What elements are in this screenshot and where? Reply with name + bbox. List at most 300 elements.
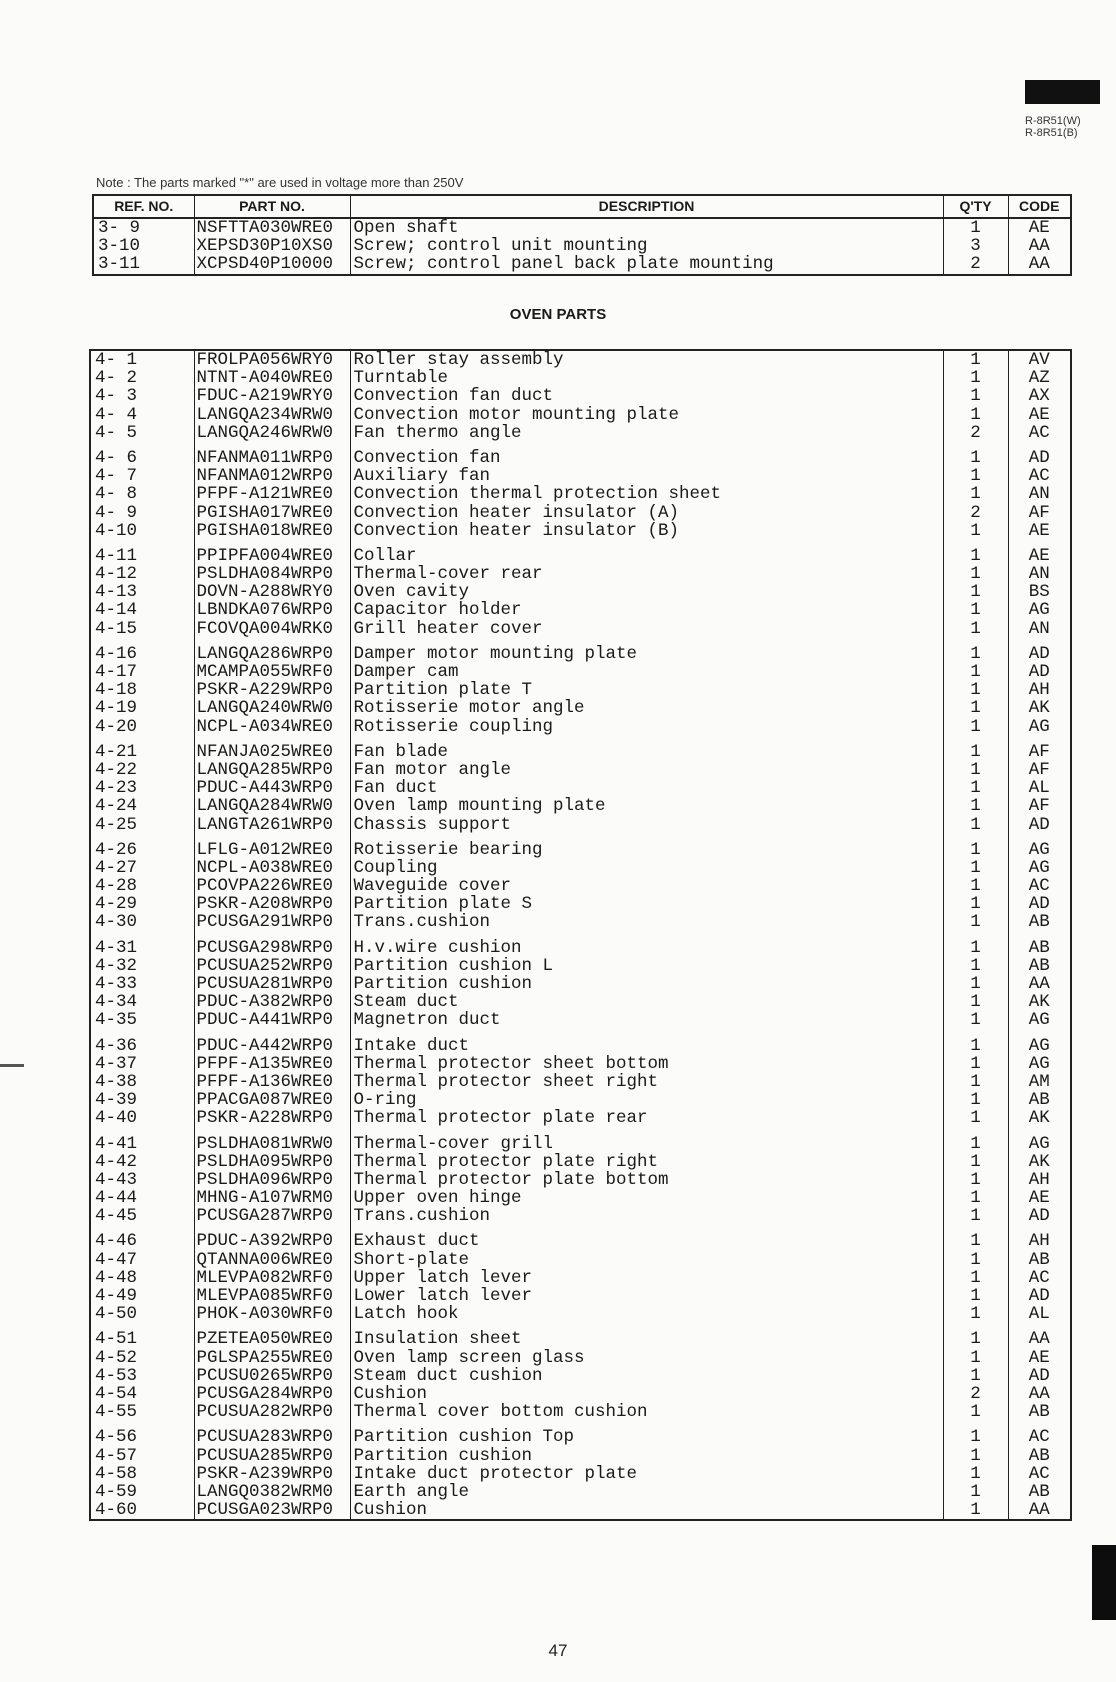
spacer-cell [350,1421,943,1428]
ref-no-cell [90,547,194,638]
description: Thermal-cover rear [353,564,543,585]
quantity: 1 [970,742,981,762]
description-cell [350,350,943,442]
spacer-cell [350,442,943,449]
part-no: PGISHA017WRE0 [196,502,334,523]
group-spacer [90,1323,1071,1330]
part-no: LANGQA284WRW0 [196,796,334,817]
price-code: AH [1028,1232,1050,1252]
price-code: AN [1028,618,1050,638]
price-code-cell [1008,547,1071,638]
description-cell [350,841,943,932]
section-title: OVEN PARTS [509,306,607,323]
part-no: NTNT-A040WRE0 [196,368,334,389]
price-code: AL [1028,1304,1050,1324]
price-code-cell [1008,841,1071,932]
description: Rotisserie bearing [353,840,543,860]
quantity: 1 [970,1232,981,1252]
spacer-cell [350,1323,943,1330]
spacer-cell [943,1030,1008,1037]
spacer-cell [194,932,350,939]
ref-no: 4-59 [95,1481,138,1502]
description: Fan motor angle [353,759,512,780]
quantity: 1 [970,1206,981,1226]
spacer-cell [943,638,1008,645]
ref-no: 4-44 [95,1188,138,1209]
description: Grill heater cover [353,618,543,638]
price-code: AF [1028,502,1050,523]
price-code: AB [1028,1402,1050,1422]
quantity: 1 [970,1330,981,1350]
price-code-cell [1008,1428,1071,1520]
group-spacer [90,736,1071,743]
group-spacer [90,638,1071,645]
spacer-cell [943,932,1008,939]
part-no: LANGQA286WRP0 [196,644,334,664]
spacer-cell [194,442,350,449]
price-code: AB [1028,938,1050,958]
part-no: LANGQA234WRW0 [196,404,334,425]
ref-no: 4-25 [95,814,138,834]
price-code: AA [1028,254,1050,275]
spacer-cell [350,932,943,939]
quantity: 1 [970,618,981,638]
description: Steam duct [353,992,459,1013]
ref-no-cell [90,1428,194,1520]
description: Partition cushion [353,1445,533,1466]
spacer-cell [90,1225,194,1232]
description: Earth angle [353,1481,470,1502]
quantity: 1 [970,955,981,976]
header-part: PART NO. [194,195,350,218]
price-code: AG [1028,1036,1050,1056]
part-no: PCUSGA287WRP0 [196,1206,334,1226]
spacer-cell [194,1323,350,1330]
description: Upper oven hinge [353,1188,522,1209]
description: Turntable [353,368,449,389]
parts-group-row [90,1330,1071,1421]
spacer-cell [1008,834,1071,841]
part-no: PDUC-A443WRP0 [196,778,334,799]
ref-no: 4- 6 [95,448,138,468]
spacer-cell [943,1323,1008,1330]
part-no: MLEVPA085WRF0 [196,1286,334,1306]
description: Cushion [353,1500,428,1521]
group-spacer [90,834,1071,841]
ref-no: 4-24 [95,796,138,817]
header-description: DESCRIPTION [350,195,943,218]
part-no: PCUSUA283WRP0 [196,1428,334,1448]
quantity: 1 [970,1500,981,1521]
quantity: 1 [970,1071,981,1092]
description: Partition cushion [353,974,533,994]
price-code: AF [1028,742,1050,762]
ref-no: 4-31 [95,938,138,958]
group-spacer [90,442,1071,449]
ref-no: 4-12 [95,564,138,585]
parts-group-row [93,218,1071,275]
quantity: 1 [970,938,981,958]
part-no: MCAMPA055WRF0 [196,662,334,682]
ref-no: 4-57 [95,1445,138,1466]
quantity: 1 [970,1286,981,1306]
price-code: AD [1028,448,1050,468]
description: Oven cavity [353,582,470,603]
part-no: PCUSGA298WRP0 [196,938,334,958]
description: Steam duct cushion [353,1365,543,1386]
price-code: AE [1028,1347,1050,1368]
price-code: AF [1028,759,1050,780]
part-no-cell [194,218,350,275]
spacer-cell [1008,540,1071,547]
part-no: PDUC-A392WRP0 [196,1232,334,1252]
ref-no: 4-18 [95,680,138,701]
ref-no: 4-39 [95,1090,138,1111]
spacer-cell [943,1128,1008,1135]
quantity: 1 [970,644,981,664]
description: Trans.cushion [353,1206,491,1226]
ref-no: 4-48 [95,1267,138,1288]
part-no: PSLDHA095WRP0 [196,1151,334,1172]
spacer-cell [1008,442,1071,449]
table-header-row [93,195,1071,218]
header-qty: Q'TY [943,195,1008,218]
price-code: AC [1028,1463,1050,1484]
spacer-cell [90,442,194,449]
part-no: FROLPA056WRY0 [196,350,334,370]
price-code: AB [1028,1445,1050,1466]
ref-no: 4- 5 [95,422,138,442]
ref-no: 4-21 [95,742,138,762]
ref-no: 4-56 [95,1428,138,1448]
price-code: AE [1028,546,1050,566]
price-code: AD [1028,644,1050,664]
part-no: PSKR-A228WRP0 [196,1108,334,1128]
part-no: NFANMA011WRP0 [196,448,334,468]
part-no: PSLDHA096WRP0 [196,1169,334,1190]
part-no: FDUC-A219WRY0 [196,386,334,407]
ref-no: 4- 3 [95,386,138,407]
price-code: AA [1028,1383,1050,1404]
price-code: AD [1028,662,1050,682]
part-no: LANGQA285WRP0 [196,759,334,780]
quantity: 1 [970,1134,981,1154]
description-cell [350,1232,943,1323]
price-code: AA [1028,236,1050,257]
price-code: AG [1028,857,1050,878]
quantity: 1 [970,1036,981,1056]
group-spacer [90,540,1071,547]
ref-no: 4- 9 [95,502,138,523]
price-code-cell [1008,1037,1071,1128]
part-no: FCOVQA004WRK0 [196,618,334,638]
ref-no: 4-36 [95,1036,138,1056]
description-cell [350,1135,943,1226]
part-no: PCUSUA281WRP0 [196,974,334,994]
quantity: 1 [970,520,981,540]
description: Rotisserie coupling [353,716,554,736]
quantity: 1 [970,1365,981,1386]
ref-no-cell [90,350,194,442]
part-no: PCUSGA284WRP0 [196,1383,334,1404]
description-cell [350,547,943,638]
ref-no: 4-49 [95,1286,138,1306]
parts-group-row [90,1135,1071,1226]
quantity: 1 [970,600,981,621]
part-no-cell [194,547,350,638]
quantity-cell [943,449,1008,540]
description: Thermal protector plate right [353,1151,659,1172]
quantity: 2 [970,502,981,523]
quantity-cell [943,1135,1008,1226]
description: Short-plate [353,1249,470,1270]
price-code: AE [1028,218,1050,238]
spacer-cell [1008,638,1071,645]
part-no: PFPF-A135WRE0 [196,1053,334,1074]
price-code: AC [1028,422,1050,442]
ref-no: 4-45 [95,1206,138,1226]
model-number: R-8R51(B) [1025,127,1078,139]
ref-no: 4-38 [95,1071,138,1092]
description-cell [350,218,943,275]
description-cell [350,645,943,736]
part-no-cell [194,1232,350,1323]
description: Fan blade [353,742,449,762]
quantity-cell [943,743,1008,834]
spacer-cell [194,1030,350,1037]
quantity: 1 [970,698,981,719]
quantity-cell [943,1232,1008,1323]
ref-no: 4-10 [95,520,138,540]
part-no: QTANNA006WRE0 [196,1249,334,1270]
ref-no: 4- 1 [95,350,138,370]
ref-no: 4-54 [95,1383,138,1404]
quantity: 1 [970,1347,981,1368]
quantity: 1 [970,484,981,505]
description: Cushion [353,1383,428,1404]
description: Magnetron duct [353,1010,501,1030]
parts-group-row [90,1232,1071,1323]
quantity-cell [943,841,1008,932]
parts-group-row [90,743,1071,834]
description: Thermal cover bottom cushion [353,1402,648,1422]
ref-no: 4-27 [95,857,138,878]
spacer-cell [194,736,350,743]
quantity: 1 [970,1267,981,1288]
quantity: 1 [970,1053,981,1074]
quantity: 1 [970,1151,981,1172]
price-code: AK [1028,698,1050,719]
price-code: AH [1028,680,1050,701]
side-black-tab [1092,1545,1116,1620]
ref-no: 4-23 [95,778,138,799]
ref-no: 4-20 [95,716,138,736]
ref-no-cell [90,449,194,540]
part-no: PGISHA018WRE0 [196,520,334,540]
quantity: 1 [970,1169,981,1190]
description: Damper motor mounting plate [353,644,638,664]
ref-no: 3- 9 [98,218,141,238]
price-code-cell [1008,350,1071,442]
quantity: 1 [970,1481,981,1502]
ref-no-cell [90,1232,194,1323]
part-no: PZETEA050WRE0 [196,1330,334,1350]
description-cell [350,743,943,834]
spacer-cell [194,834,350,841]
price-code-cell [1008,1135,1071,1226]
ref-no: 4-35 [95,1010,138,1030]
description: O-ring [353,1090,417,1111]
ref-no: 4-33 [95,974,138,994]
spacer-cell [90,1421,194,1428]
quantity: 1 [970,1463,981,1484]
quantity: 1 [970,876,981,897]
part-no: PCUSUA252WRP0 [196,955,334,976]
price-code: AK [1028,1108,1050,1128]
part-no: LANGQA246WRW0 [196,422,334,442]
part-no: XEPSD30P10XS0 [196,236,334,257]
price-code-cell [1008,1330,1071,1421]
price-code: AH [1028,1169,1050,1190]
description: Thermal protector sheet bottom [353,1053,669,1074]
spacer-cell [194,540,350,547]
price-code: AD [1028,814,1050,834]
control-parts-table [92,194,1072,276]
ref-no: 4- 7 [95,466,138,487]
spacer-cell [90,1323,194,1330]
quantity: 1 [970,912,981,932]
ref-no-cell [90,939,194,1030]
part-no: LANGQA240WRW0 [196,698,334,719]
part-no: PFPF-A136WRE0 [196,1071,334,1092]
description: H.v.wire cushion [353,938,522,958]
ref-no: 4-32 [95,955,138,976]
quantity: 1 [970,1090,981,1111]
price-code: AB [1028,1090,1050,1111]
ref-no: 4-58 [95,1463,138,1484]
description: Fan thermo angle [353,422,522,442]
quantity: 1 [970,1249,981,1270]
quantity: 1 [970,1188,981,1209]
price-code-cell [1008,645,1071,736]
quantity: 1 [970,857,981,878]
price-code: AV [1028,350,1050,370]
spacer-cell [90,932,194,939]
price-code: AC [1028,1428,1050,1448]
price-code: AG [1028,1010,1050,1030]
part-no: PDUC-A382WRP0 [196,992,334,1013]
quantity-cell [943,1037,1008,1128]
ref-no-cell [90,841,194,932]
quantity: 1 [970,1304,981,1324]
spacer-cell [943,736,1008,743]
description: Lower latch lever [353,1286,533,1306]
part-no: MLEVPA082WRF0 [196,1267,334,1288]
price-code: AB [1028,955,1050,976]
price-code: AK [1028,992,1050,1013]
quantity-cell [943,350,1008,442]
price-code: AF [1028,796,1050,817]
ref-no: 4-30 [95,912,138,932]
description: Roller stay assembly [353,350,564,370]
page-number: 47 [548,1641,568,1660]
part-no: PPACGA087WRE0 [196,1090,334,1111]
description: Intake duct [353,1036,470,1056]
quantity: 1 [970,814,981,834]
quantity: 1 [970,564,981,585]
price-code: BS [1028,582,1050,603]
spacer-cell [90,540,194,547]
price-code: AG [1028,600,1050,621]
price-code-cell [1008,1232,1071,1323]
parts-group-row [90,939,1071,1030]
part-no: DOVN-A288WRY0 [196,582,334,603]
quantity: 1 [970,680,981,701]
description: Screw; control panel back plate mounting [353,254,774,275]
ref-no: 4-40 [95,1108,138,1128]
description: Fan duct [353,778,438,799]
description: Convection thermal protection sheet [353,484,722,505]
ref-no: 4-37 [95,1053,138,1074]
spacer-cell [350,1128,943,1135]
ref-no: 4-41 [95,1134,138,1154]
ref-no: 4-15 [95,618,138,638]
quantity: 1 [970,466,981,487]
part-no: PCUSU0265WRP0 [196,1365,334,1386]
ref-no: 4-13 [95,582,138,603]
quantity-cell [943,1330,1008,1421]
parts-group-row [90,350,1071,442]
price-code: AA [1028,1330,1050,1350]
spacer-cell [350,834,943,841]
spacer-cell [943,442,1008,449]
part-no-cell [194,743,350,834]
ref-no: 4-53 [95,1365,138,1386]
description: Thermal protector sheet right [353,1071,659,1092]
ref-no-cell [90,743,194,834]
description-cell [350,1037,943,1128]
ref-no: 4-46 [95,1232,138,1252]
ref-no-cell [90,1037,194,1128]
price-code: AC [1028,1267,1050,1288]
price-code: AD [1028,894,1050,915]
price-code-cell [1008,218,1071,275]
part-no: LANGQ0382WRM0 [196,1481,334,1502]
price-code: AE [1028,520,1050,540]
description: Convection heater insulator (A) [353,502,680,523]
spacer-cell [90,1030,194,1037]
description: Open shaft [353,218,459,238]
quantity: 1 [970,218,981,238]
spacer-cell [90,1128,194,1135]
spacer-cell [194,1128,350,1135]
quantity: 1 [970,840,981,860]
spacer-cell [1008,1030,1071,1037]
quantity: 1 [970,386,981,407]
price-code: AE [1028,404,1050,425]
quantity: 1 [970,582,981,603]
description: Convection fan [353,448,501,468]
spacer-cell [943,834,1008,841]
price-code: AB [1028,1481,1050,1502]
price-code: AL [1028,778,1050,799]
description: Convection fan duct [353,386,554,407]
part-no-cell [194,841,350,932]
ref-no: 4-29 [95,894,138,915]
ref-no: 4-43 [95,1169,138,1190]
price-code: AA [1028,1500,1050,1521]
description-cell [350,449,943,540]
